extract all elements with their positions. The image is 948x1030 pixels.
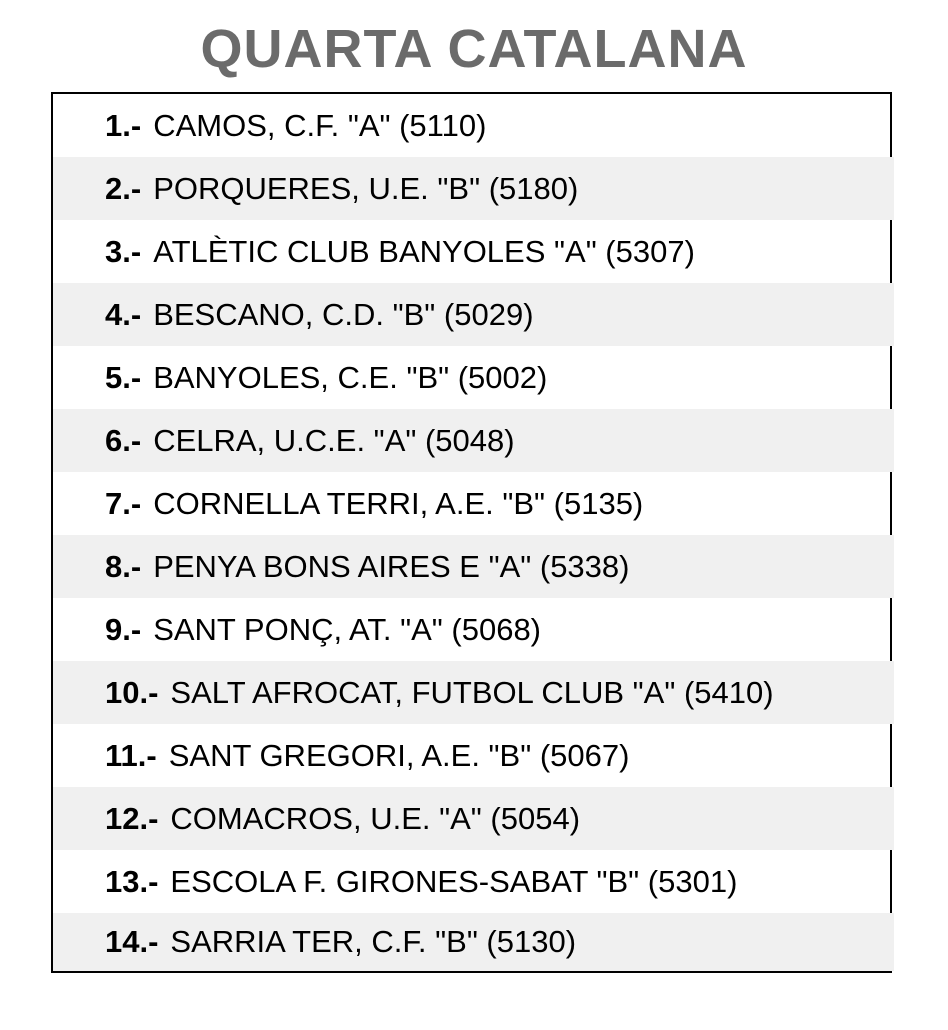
team-row	[53, 346, 894, 409]
team-name: COMACROS, U.E. "A" (5054)	[170, 800, 581, 836]
team-row	[53, 472, 894, 535]
team-name: BESCANO, C.D. "B" (5029)	[153, 296, 534, 332]
team-row	[53, 850, 894, 913]
team-name: ESCOLA F. GIRONES-SABAT "B" (5301)	[170, 863, 738, 899]
team-number: 12.-	[105, 800, 159, 836]
team-name: SALT AFROCAT, FUTBOL CLUB "A" (5410)	[170, 674, 774, 710]
team-number: 3.-	[105, 233, 142, 269]
team-row	[53, 157, 894, 220]
team-row	[53, 220, 894, 283]
team-number: 14.-	[105, 924, 159, 959]
team-name: ATLÈTIC CLUB BANYOLES "A" (5307)	[153, 233, 695, 269]
team-number: 5.-	[105, 359, 142, 395]
team-number: 2.-	[105, 170, 142, 206]
team-name: SARRIA TER, C.F. "B" (5130)	[170, 924, 577, 959]
team-row	[53, 94, 894, 157]
team-number: 10.-	[105, 674, 159, 710]
team-number: 7.-	[105, 485, 142, 521]
team-name: PORQUERES, U.E. "B" (5180)	[153, 170, 579, 206]
team-row	[53, 724, 894, 787]
team-number: 1.-	[105, 107, 142, 143]
team-number: 9.-	[105, 611, 142, 647]
team-row	[53, 661, 894, 724]
team-number: 13.-	[105, 863, 159, 899]
team-number: 6.-	[105, 422, 142, 458]
team-row	[53, 409, 894, 472]
team-name: CORNELLA TERRI, A.E. "B" (5135)	[153, 485, 644, 521]
team-number: 4.-	[105, 296, 142, 332]
team-row	[53, 913, 894, 971]
team-name: SANT PONÇ, AT. "A" (5068)	[153, 611, 542, 647]
team-row	[53, 787, 894, 850]
team-name: SANT GREGORI, A.E. "B" (5067)	[168, 737, 630, 773]
page-title: QUARTA CATALANA	[200, 19, 748, 79]
team-name: CELRA, U.C.E. "A" (5048)	[153, 422, 515, 458]
team-row	[53, 598, 894, 661]
team-row	[53, 283, 894, 346]
team-name: CAMOS, C.F. "A" (5110)	[153, 107, 487, 143]
team-number: 8.-	[105, 548, 142, 584]
team-name: PENYA BONS AIRES E "A" (5338)	[153, 548, 630, 584]
team-list	[51, 92, 892, 973]
team-row	[53, 535, 894, 598]
team-number: 11.-	[105, 737, 157, 773]
team-name: BANYOLES, C.E. "B" (5002)	[153, 359, 548, 395]
